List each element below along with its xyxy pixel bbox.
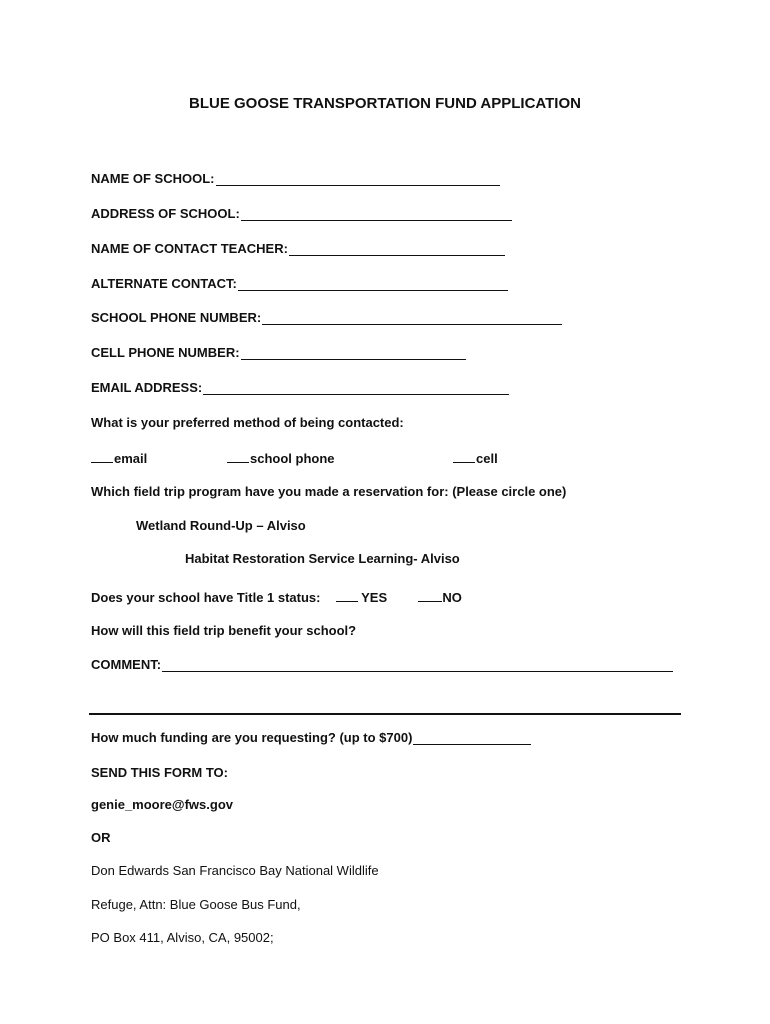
contact-option-email-label: email — [114, 451, 148, 466]
send-to-or: OR — [91, 830, 111, 845]
school-name-label: NAME OF SCHOOL: — [91, 171, 215, 186]
title1-no-blank[interactable] — [418, 589, 442, 602]
contact-teacher-blank[interactable] — [289, 242, 505, 256]
funding-question: How much funding are you requesting? (up to $700) — [91, 730, 413, 745]
cell-phone-blank[interactable] — [241, 346, 466, 360]
email-checkbox-blank[interactable] — [91, 450, 113, 463]
title1-question-label: Does your school have Title 1 status: — [91, 590, 321, 605]
send-to-email: genie_moore@fws.gov — [91, 797, 233, 812]
mailing-address-line3: PO Box 411, Alviso, CA, 95002; — [91, 930, 274, 945]
contact-option-email[interactable] — [91, 450, 147, 466]
comment-second-line[interactable] — [89, 713, 681, 715]
cell-phone-label: CELL PHONE NUMBER: — [91, 345, 240, 360]
school-phone-checkbox-blank[interactable] — [227, 450, 249, 463]
contact-option-school-phone[interactable] — [227, 450, 335, 466]
cell-checkbox-blank[interactable] — [453, 450, 475, 463]
program-option-wetland[interactable]: Wetland Round-Up – Alviso — [136, 518, 306, 533]
alternate-contact-field[interactable] — [91, 276, 508, 291]
comment-field[interactable] — [91, 657, 673, 672]
contact-teacher-field[interactable] — [91, 241, 505, 256]
title1-yes-blank[interactable] — [336, 589, 358, 602]
title1-question — [91, 589, 462, 605]
program-question: Which field trip program have you made a reservation for: (Please circle one) — [91, 484, 567, 499]
mailing-address-line1: Don Edwards San Francisco Bay National Wildlife — [91, 863, 379, 878]
contact-option-school-phone-label: school phone — [250, 451, 335, 466]
funding-field[interactable] — [91, 730, 531, 745]
email-address-blank[interactable] — [203, 381, 509, 395]
cell-phone-field[interactable] — [91, 345, 466, 360]
title1-no-label: NO — [442, 590, 462, 605]
program-option-habitat[interactable]: Habitat Restoration Service Learning- Alviso — [185, 551, 460, 566]
title1-yes-label: YES — [361, 590, 388, 605]
comment-label: COMMENT: — [91, 657, 162, 672]
contact-teacher-label: NAME OF CONTACT TEACHER: — [91, 241, 288, 256]
comment-blank[interactable] — [162, 658, 673, 672]
school-phone-blank[interactable] — [262, 311, 562, 325]
mailing-address-line2: Refuge, Attn: Blue Goose Bus Fund, — [91, 897, 301, 912]
email-address-field[interactable] — [91, 380, 509, 395]
school-name-field[interactable] — [91, 171, 500, 186]
school-phone-label: SCHOOL PHONE NUMBER: — [91, 310, 262, 325]
form-title: BLUE GOOSE TRANSPORTATION FUND APPLICATION — [189, 95, 581, 112]
alternate-contact-label: ALTERNATE CONTACT: — [91, 276, 237, 291]
school-address-label: ADDRESS OF SCHOOL: — [91, 206, 240, 221]
funding-blank[interactable] — [413, 731, 531, 745]
school-address-field[interactable] — [91, 206, 512, 221]
school-address-blank[interactable] — [241, 207, 512, 221]
email-address-label: EMAIL ADDRESS: — [91, 380, 203, 395]
benefit-question: How will this field trip benefit your school? — [91, 623, 357, 638]
contact-method-question: What is your preferred method of being contacted: — [91, 415, 404, 430]
contact-option-cell-label: cell — [476, 451, 498, 466]
school-phone-field[interactable] — [91, 310, 562, 325]
alternate-contact-blank[interactable] — [238, 277, 508, 291]
school-name-blank[interactable] — [216, 172, 500, 186]
send-to-heading: SEND THIS FORM TO: — [91, 765, 228, 780]
contact-option-cell[interactable] — [453, 450, 498, 466]
